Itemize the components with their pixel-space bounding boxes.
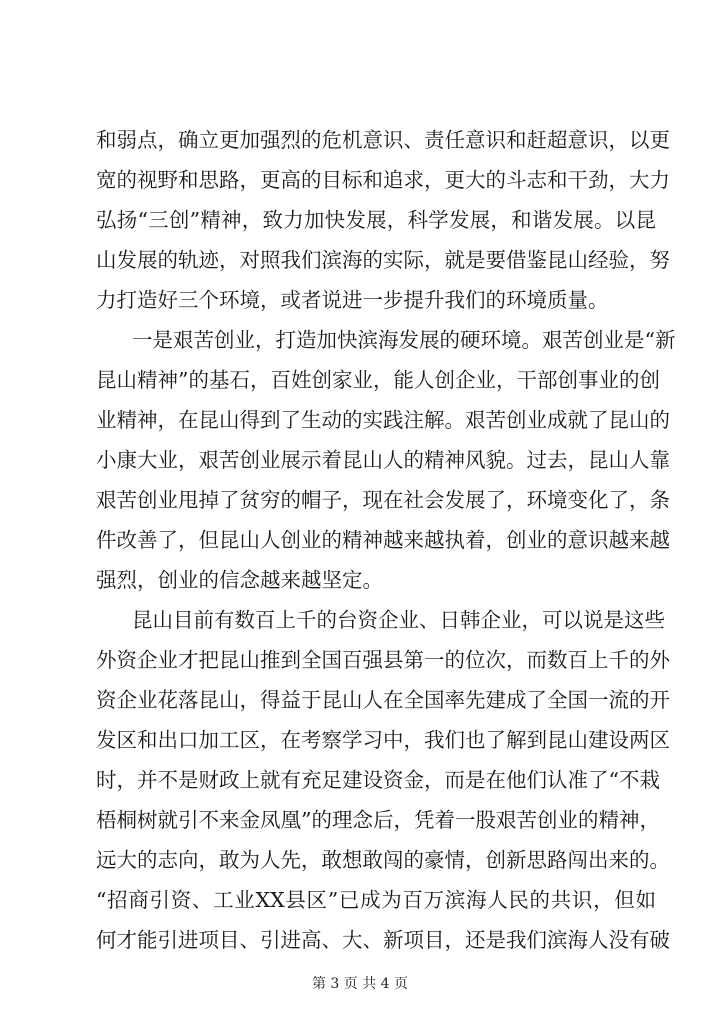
text-line: 昆山精神”的基石，百姓创家业，能人创企业，干部创事业的创 xyxy=(96,368,660,392)
paragraph-first-line: 昆山目前有数百上千的台资企业、日韩企业，可以说是这些 xyxy=(132,608,665,632)
text-line: 件改善了，但昆山人创业的精神越来越执着，创业的意识越来越 xyxy=(96,528,670,552)
text-line: 强烈，创业的信念越来越坚定。 xyxy=(96,568,383,592)
text-line: 小康大业，艰苦创业展示着昆山人的精神风貌。过去，昆山人靠 xyxy=(96,448,670,472)
text-line: 业精神，在昆山得到了生动的实践注解。艰苦创业成就了昆山的 xyxy=(96,408,670,432)
text-line: 梧桐树就引不来金凤凰”的理念后，凭着一股艰苦创业的精神， xyxy=(96,808,660,832)
page-number: 第 3 页 共 4 页 xyxy=(311,976,409,992)
paragraph-first-line: 一是艰苦创业，打造加快滨海发展的硬环境。艰苦创业是“新 xyxy=(132,328,676,352)
text-line: 资企业花落昆山，得益于昆山人在全国率先建成了全国一流的开 xyxy=(96,688,670,712)
text-line: 外资企业才把昆山推到全国百强县第一的位次，而数百上千的外 xyxy=(96,648,670,672)
text-line: 发区和出口加工区，在考察学习中，我们也了解到昆山建设两区 xyxy=(96,728,670,752)
text-line: 时，并不是财政上就有充足建设资金，而是在他们认准了“不栽 xyxy=(96,768,660,792)
text-line: 力打造好三个环境，或者说进一步提升我们的环境质量。 xyxy=(96,288,609,312)
text-line: 艰苦创业甩掉了贫穷的帽子，现在社会发展了，环境变化了，条 xyxy=(96,488,670,512)
text-line: “招商引资、工业XX县区”已成为百万滨海人民的共识，但如 xyxy=(96,888,656,912)
text-line: 远大的志向，敢为人先，敢想敢闯的豪情，创新思路闯出来的。 xyxy=(96,848,670,872)
text-line: 弘扬“三创”精神，致力加快发展，科学发展，和谐发展。以昆 xyxy=(96,208,656,232)
text-line: 山发展的轨迹，对照我们滨海的实际，就是要借鉴昆山经验，努 xyxy=(96,248,670,272)
text-line: 宽的视野和思路，更高的目标和追求，更大的斗志和干劲，大力 xyxy=(96,168,670,192)
text-line: 和弱点，确立更加强烈的危机意识、责任意识和赶超意识，以更 xyxy=(96,128,670,152)
text-line: 何才能引进项目、引进高、大、新项目，还是我们滨海人没有破 xyxy=(96,928,670,952)
